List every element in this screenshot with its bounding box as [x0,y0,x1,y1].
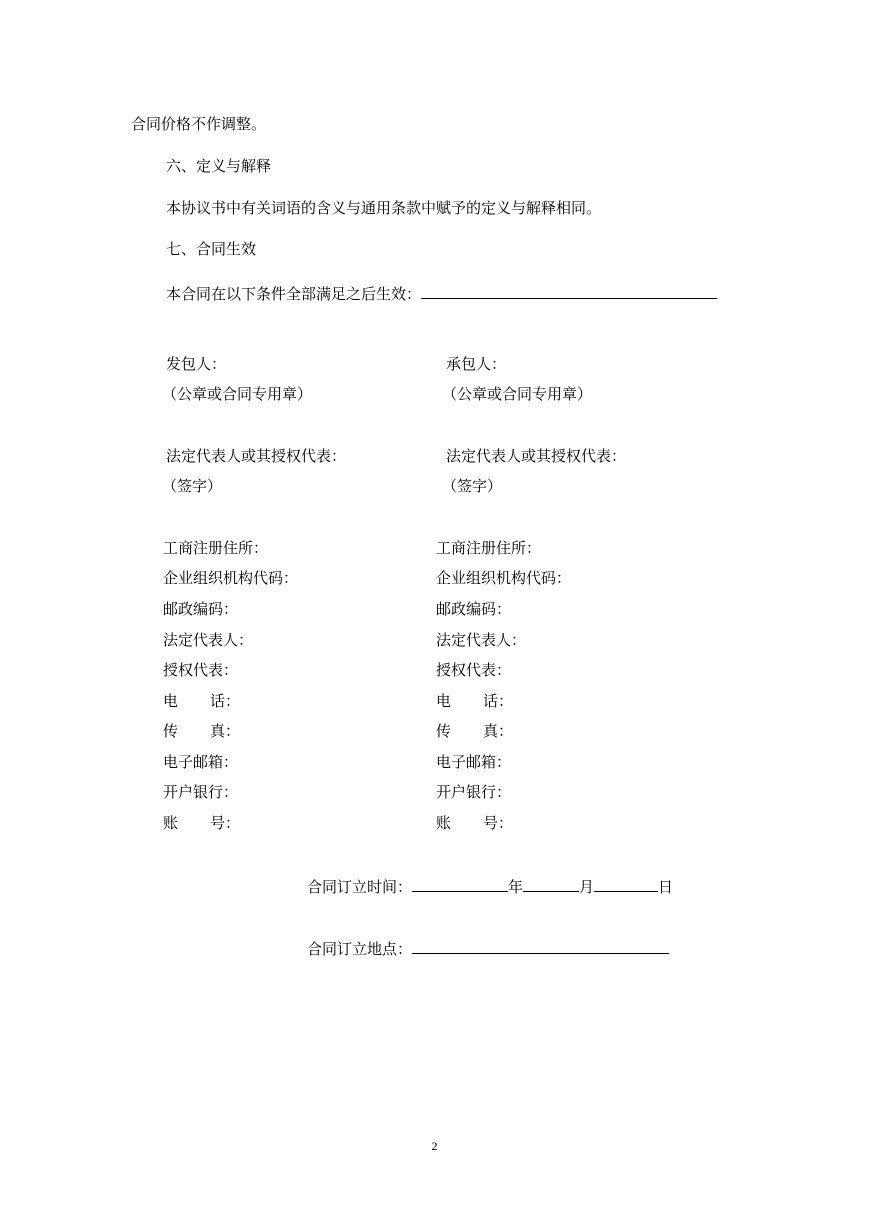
contractor-phone-label [436,691,513,711]
body-line-contract-price: 合同价格不作调整。 [131,115,267,133]
section-7-label: 本合同在以下条件全部满足之后生效： [166,285,422,303]
signing-day-blank[interactable] [594,875,658,892]
contractor-label: 承包人： [446,355,507,373]
effective-conditions-blank[interactable] [421,282,717,299]
employer-phone-label-b: 话： [210,692,241,710]
employer-account-label-b: 号： [210,814,241,832]
employer-postcode-label: 邮政编码： [163,600,239,618]
employer-legal-rep-label: 法定代表人： [163,631,254,649]
contractor-account-label-b: 号： [483,814,514,832]
contractor-sign-note: （签字） [442,477,503,495]
employer-auth-rep-label: 授权代表： [163,661,239,679]
employer-fax-label-b: 真： [210,722,241,740]
signing-time-label: 合同订立时间： [307,878,413,896]
contractor-auth-rep-label: 授权代表： [436,661,512,679]
employer-rep-label: 法定代表人或其授权代表： [166,447,347,465]
contractor-fax-label-b: 真： [483,722,514,740]
signing-place-label: 合同订立地点： [307,940,413,958]
employer-org-code-label: 企业组织机构代码： [163,569,299,587]
employer-fax-label [163,721,240,741]
contractor-postcode-label: 邮政编码： [436,600,512,618]
signing-time-line [307,875,673,897]
signing-month-blank[interactable] [523,875,579,892]
employer-account-label [163,813,240,833]
contractor-account-label [436,813,513,833]
employer-fax-label-a: 传 [163,722,179,740]
section-6-text: 本协议书中有关词语的含义与通用条款中赋予的定义与解释相同。 [166,199,602,217]
employer-seal-note: （公章或合同专用章） [162,385,313,403]
page-number: 2 [431,1139,438,1153]
contractor-fax-label [436,721,513,741]
employer-bank-label: 开户银行： [163,783,239,801]
section-7-heading: 七、合同生效 [166,240,257,258]
employer-account-label-a: 账 [163,814,179,832]
contractor-legal-rep-label: 法定代表人： [436,631,527,649]
contractor-org-code-label: 企业组织机构代码： [436,569,572,587]
section-7-text [166,282,717,304]
contractor-fax-label-a: 传 [436,722,452,740]
contractor-email-label: 电子邮箱： [436,753,512,771]
contractor-account-label-a: 账 [436,814,452,832]
contractor-seal-note: （公章或合同专用章） [442,385,593,403]
employer-phone-label [163,691,240,711]
contractor-bank-label: 开户银行： [436,783,512,801]
year-label: 年 [508,878,524,896]
employer-address-label: 工商注册住所： [163,539,269,557]
contractor-phone-label-a: 电 [436,692,452,710]
month-label: 月 [579,878,595,896]
signing-year-blank[interactable] [412,875,508,892]
employer-phone-label-a: 电 [163,692,179,710]
employer-label: 发包人： [166,355,227,373]
contractor-phone-label-b: 话： [483,692,514,710]
contractor-address-label: 工商注册住所： [436,539,542,557]
day-label: 日 [658,878,674,896]
employer-sign-note: （签字） [162,477,223,495]
section-6-heading: 六、定义与解释 [166,157,272,175]
signing-place-blank[interactable] [412,937,669,954]
employer-email-label: 电子邮箱： [163,753,239,771]
signing-place-line [307,937,669,959]
contractor-rep-label: 法定代表人或其授权代表： [446,447,627,465]
